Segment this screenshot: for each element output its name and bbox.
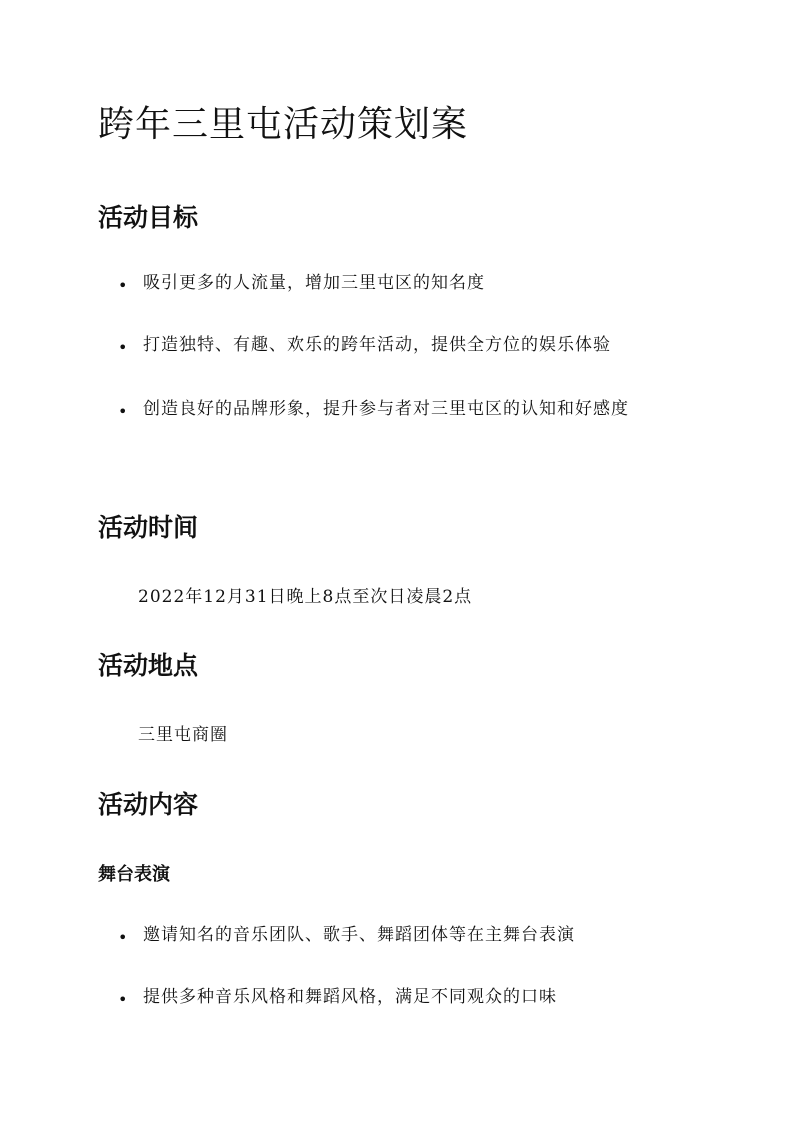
bullet-icon: •: [118, 338, 128, 357]
location-text: 三里屯商圈: [138, 725, 228, 745]
section-heading-location: 活动地点: [98, 651, 199, 680]
section-heading-content: 活动内容: [98, 790, 199, 819]
goal-item-3: 创造良好的品牌形象，提升参与者对三里屯区的认知和好感度: [143, 399, 629, 419]
bullet-icon: •: [118, 928, 128, 947]
goal-item-2: 打造独特、有趣、欢乐的跨年活动，提供全方位的娱乐体验: [143, 335, 611, 355]
stage-item-2: 提供多种音乐风格和舞蹈风格，满足不同观众的口味: [143, 987, 557, 1007]
stage-item-1: 邀请知名的音乐团队、歌手、舞蹈团体等在主舞台表演: [143, 925, 575, 945]
subsection-heading-stage: 舞台表演: [98, 864, 170, 885]
bullet-icon: •: [118, 990, 128, 1009]
section-heading-goals: 活动目标: [98, 203, 199, 232]
goal-item-1: 吸引更多的人流量，增加三里屯区的知名度: [143, 273, 485, 293]
bullet-icon: •: [118, 276, 128, 295]
time-text: 2022年12月31日晚上8点至次日凌晨2点: [138, 587, 473, 607]
document-title: 跨年三里屯活动策划案: [98, 104, 469, 145]
bullet-icon: •: [118, 402, 128, 421]
section-heading-time: 活动时间: [98, 513, 199, 542]
